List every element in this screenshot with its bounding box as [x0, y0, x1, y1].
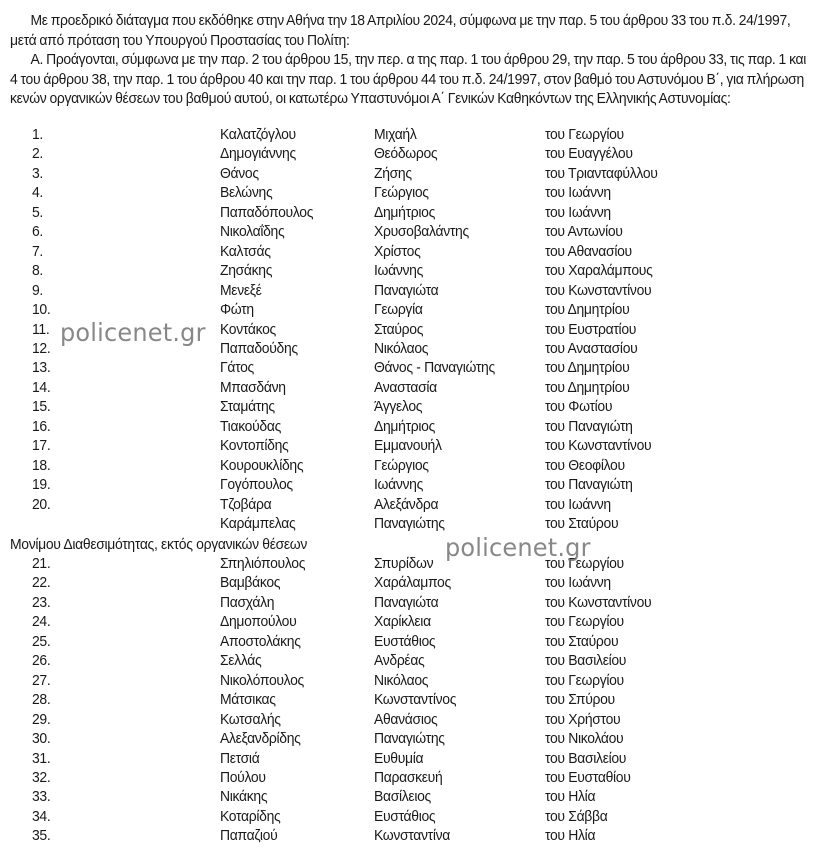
list-row: [0, 320, 815, 340]
list-row: [0, 261, 815, 281]
row-number: 16.: [32, 417, 51, 435]
first-name: Εμμανουήλ: [374, 437, 442, 455]
surname: Τιακούδας: [220, 417, 281, 435]
first-name: Θάνος - Παναγιώτης: [374, 359, 495, 377]
surname: Μενεξέ: [220, 281, 262, 299]
father-name: του Ιωάννη: [545, 184, 611, 202]
row-number: 14.: [32, 378, 51, 396]
first-name: Παναγιώτα: [374, 593, 439, 611]
row-number: 26.: [32, 652, 51, 670]
father-name: του Ηλία: [545, 788, 596, 806]
first-name: Χαράλαμπος: [374, 574, 451, 592]
first-name: Χρυσοβαλάντης: [374, 223, 469, 241]
first-name: Γεώργιος: [374, 184, 429, 202]
surname: Τζοβάρα: [220, 495, 272, 513]
father-name: του Ιωάννη: [545, 203, 611, 221]
father-name: του Δημητρίου: [545, 359, 630, 377]
list-row: [0, 593, 815, 613]
father-name: του Σταύρου: [545, 515, 619, 532]
surname: Πετσιά: [220, 749, 260, 767]
father-name: του Νικολάου: [545, 730, 624, 748]
first-name: Παναγιώτης: [374, 515, 445, 532]
first-name: Δημήτριος: [374, 203, 435, 221]
row-number: 13.: [32, 359, 51, 377]
list-row: [0, 787, 815, 807]
surname: Φώτη: [220, 301, 254, 319]
father-name: του Κωνσταντίνου: [545, 281, 652, 299]
first-name: Αθανάσιος: [374, 710, 438, 728]
father-name: του Ευσταθίου: [545, 768, 631, 786]
row-number: 1.: [32, 126, 43, 143]
row-number: 17.: [32, 437, 51, 455]
row-number: 18.: [32, 456, 51, 474]
list-row: [0, 222, 815, 242]
first-name: Άγγελος: [374, 398, 423, 416]
father-name: του Κωνσταντίνου: [545, 593, 652, 611]
surname: Γογόπουλος: [220, 476, 293, 494]
list-row: [0, 242, 815, 262]
list-row: [0, 203, 815, 223]
list-row: [0, 690, 815, 710]
row-number: 15.: [32, 398, 51, 416]
list-row: [0, 125, 815, 145]
first-name: Ευστάθιος: [374, 807, 436, 825]
watermark: policenet.gr: [445, 533, 591, 562]
surname: Αλεξανδρίδης: [220, 730, 301, 748]
first-name: Χαρίκλεια: [374, 613, 431, 631]
father-name: του Γεωργίου: [545, 555, 624, 572]
row-number: 24.: [32, 613, 51, 631]
list-row: [0, 749, 815, 769]
father-name: του Γεωργίου: [545, 671, 624, 689]
list-row: [0, 554, 815, 574]
first-name: Αναστασία: [374, 378, 437, 396]
list-row: [0, 768, 815, 788]
list-row: [0, 281, 815, 301]
list-row: [0, 495, 815, 515]
surname: Βαμβάκος: [220, 574, 281, 592]
father-name: του Ευστρατίου: [545, 320, 637, 338]
first-name: Ζήσης: [374, 164, 412, 182]
list-row: [0, 710, 815, 730]
first-name: Χρίστος: [374, 242, 421, 260]
surname: Ζησάκης: [220, 262, 273, 280]
first-name: Παρασκευή: [374, 768, 443, 786]
list-row: [0, 339, 815, 359]
row-number: 8.: [32, 262, 43, 280]
row-number: 28.: [32, 691, 51, 709]
list-row: [0, 300, 815, 320]
list-row: [0, 183, 815, 203]
first-name: Νικόλαος: [374, 339, 429, 357]
row-number: 27.: [32, 671, 51, 689]
list-row: [0, 397, 815, 417]
list-row: [0, 651, 815, 671]
surname: Μπασδάνη: [220, 378, 286, 396]
row-number: 7.: [32, 242, 43, 260]
surname: Καράμπελας: [220, 515, 296, 532]
row-number: 33.: [32, 788, 51, 806]
father-name: του Σταύρου: [545, 632, 619, 650]
first-name: Αλεξάνδρα: [374, 495, 439, 513]
father-name: του Αθανασίου: [545, 242, 632, 260]
father-name: του Αντωνίου: [545, 223, 623, 241]
row-number: 35.: [32, 827, 51, 845]
father-name: του Βασιλείου: [545, 749, 627, 767]
first-name: Σταύρος: [374, 320, 424, 338]
father-name: του Ευαγγέλου: [545, 145, 633, 163]
father-name: του Παναγιώτη: [545, 417, 633, 435]
father-name: του Δημητρίου: [545, 378, 630, 396]
surname: Κοντάκος: [220, 320, 276, 338]
first-name: Γεώργιος: [374, 456, 429, 474]
list-row: [0, 671, 815, 691]
surname: Δημογιάννης: [220, 145, 296, 163]
row-number: 6.: [32, 223, 43, 241]
first-name: Νικόλαος: [374, 671, 429, 689]
row-number: 3.: [32, 164, 43, 182]
list-row: [0, 807, 815, 827]
first-name: Ιωάννης: [374, 476, 423, 494]
first-name: Βασίλειος: [374, 788, 431, 806]
first-name: Παναγιώτα: [374, 281, 439, 299]
father-name: του Φωτίου: [545, 398, 613, 416]
list-row: [0, 573, 815, 593]
first-name: Γεωργία: [374, 301, 423, 319]
section-header: Μονίμου Διαθεσιμότητας, εκτός οργανικών θέσεων: [10, 536, 307, 553]
list-row: [0, 632, 815, 652]
row-number: 12.: [32, 339, 51, 357]
first-name: Ανδρέας: [374, 652, 425, 670]
row-number: 4.: [32, 184, 43, 202]
list-row: [0, 514, 815, 534]
surname: Σπηλιόπουλος: [220, 555, 306, 572]
watermark: policenet.gr: [60, 318, 206, 347]
surname: Πούλου: [220, 768, 266, 786]
first-name: Θεόδωρος: [374, 145, 438, 163]
list-row: [0, 417, 815, 437]
list-row: [0, 456, 815, 476]
surname: Νικολόπουλος: [220, 671, 304, 689]
father-name: του Παναγιώτη: [545, 476, 633, 494]
row-number: 21.: [32, 555, 51, 572]
row-number: 32.: [32, 768, 51, 786]
surname: Νικολαΐδης: [220, 223, 285, 241]
surname: Νικάκης: [220, 788, 268, 806]
promotion-paragraph: Α. Προάγονται, σύμφωνα με την παρ. 2 του άρθρου 15, την περ. α της παρ. 1 του άρθρου 29, την παρ. 5 του άρθρου 33, τις παρ. 1 και 4 του άρθρου 38, την παρ. 1 του άρθρου 40 και την παρ. 1 του άρθρου 44 του π.δ. 24/1997, στον βαθμό του Αστυνόμου Β΄, για πλήρωση κενών οργανικών θέσεων του βαθμού αυτού, οι κατωτέρω Υπαστυνόμοι Α΄ Γενικών Καθηκόντων της Ελληνικής Αστυνομίας:: [10, 51, 807, 107]
list-row: [0, 475, 815, 495]
surname: Κωτσαλής: [220, 710, 281, 728]
father-name: του Κωνσταντίνου: [545, 437, 652, 455]
surname: Κοντοπίδης: [220, 437, 289, 455]
father-name: του Γεωργίου: [545, 613, 624, 631]
list-row: [0, 164, 815, 184]
list-row: [0, 826, 815, 846]
father-name: του Γεωργίου: [545, 126, 624, 143]
first-name: Κωνσταντίνα: [374, 827, 451, 845]
first-name: Ευστάθιος: [374, 632, 436, 650]
father-name: του Βασιλείου: [545, 652, 627, 670]
surname: Παπαδόπουλος: [220, 203, 314, 221]
surname: Καλτσάς: [220, 242, 271, 260]
row-number: 10.: [32, 301, 51, 319]
row-number: 2.: [32, 145, 43, 163]
row-number: 23.: [32, 593, 51, 611]
surname: Κουρουκλίδης: [220, 456, 304, 474]
row-number: 19.: [32, 476, 51, 494]
first-name: Ευθυμία: [374, 749, 424, 767]
surname: Σελλάς: [220, 652, 262, 670]
list-row: [0, 612, 815, 632]
first-name: Μιχαήλ: [374, 126, 417, 143]
surname: Μάτσικας: [220, 691, 276, 709]
list-row: [0, 729, 815, 749]
surname: Βελώνης: [220, 184, 273, 202]
father-name: του Ηλία: [545, 827, 596, 845]
father-name: του Χαραλάμπους: [545, 262, 653, 280]
father-name: του Ιωάννη: [545, 495, 611, 513]
row-number: 5.: [32, 203, 43, 221]
list-row: [0, 358, 815, 378]
father-name: του Χρήστου: [545, 710, 621, 728]
row-number: 9.: [32, 281, 43, 299]
intro-paragraph: Με προεδρικό διάταγμα που εκδόθηκε στην Αθήνα την 18 Απριλίου 2024, σύμφωνα με την παρ. 5 του άρθρου 33 του π.δ. 24/1997, μετά από πρόταση του Υπουργού Προστασίας του Πολίτη:: [10, 12, 791, 49]
surname: Παπαδούδης: [220, 339, 298, 357]
list-row: [0, 436, 815, 456]
row-number: 30.: [32, 730, 51, 748]
first-name: Κωνσταντίνος: [374, 691, 457, 709]
list-row: [0, 378, 815, 398]
row-number: 11.: [32, 320, 50, 338]
surname: Γάτος: [220, 359, 254, 377]
first-name: Σπυρίδων: [374, 555, 434, 572]
father-name: του Τριανταφύλλου: [545, 164, 658, 182]
father-name: του Αναστασίου: [545, 339, 638, 357]
list-row: [0, 144, 815, 164]
surname: Δημοπούλου: [220, 613, 297, 631]
row-number: 31.: [32, 749, 51, 767]
surname: Σταμάτης: [220, 398, 275, 416]
surname: Παπαζιού: [220, 827, 278, 845]
row-number: 22.: [32, 574, 51, 592]
first-name: Δημήτριος: [374, 417, 435, 435]
surname: Πασχάλη: [220, 593, 275, 611]
surname: Θάνος: [220, 164, 259, 182]
surname: Καλατζόγλου: [220, 126, 296, 143]
first-name: Παναγιώτης: [374, 730, 445, 748]
father-name: του Θεοφίλου: [545, 456, 625, 474]
father-name: του Σπύρου: [545, 691, 615, 709]
father-name: του Σάββα: [545, 807, 608, 825]
row-number: 34.: [32, 807, 51, 825]
father-name: του Δημητρίου: [545, 301, 630, 319]
first-name: Ιωάννης: [374, 262, 423, 280]
father-name: του Ιωάννη: [545, 574, 611, 592]
row-number: 29.: [32, 710, 51, 728]
surname: Αποστολάκης: [220, 632, 301, 650]
row-number: 20.: [32, 495, 51, 513]
surname: Κοταρίδης: [220, 807, 281, 825]
row-number: 25.: [32, 632, 51, 650]
